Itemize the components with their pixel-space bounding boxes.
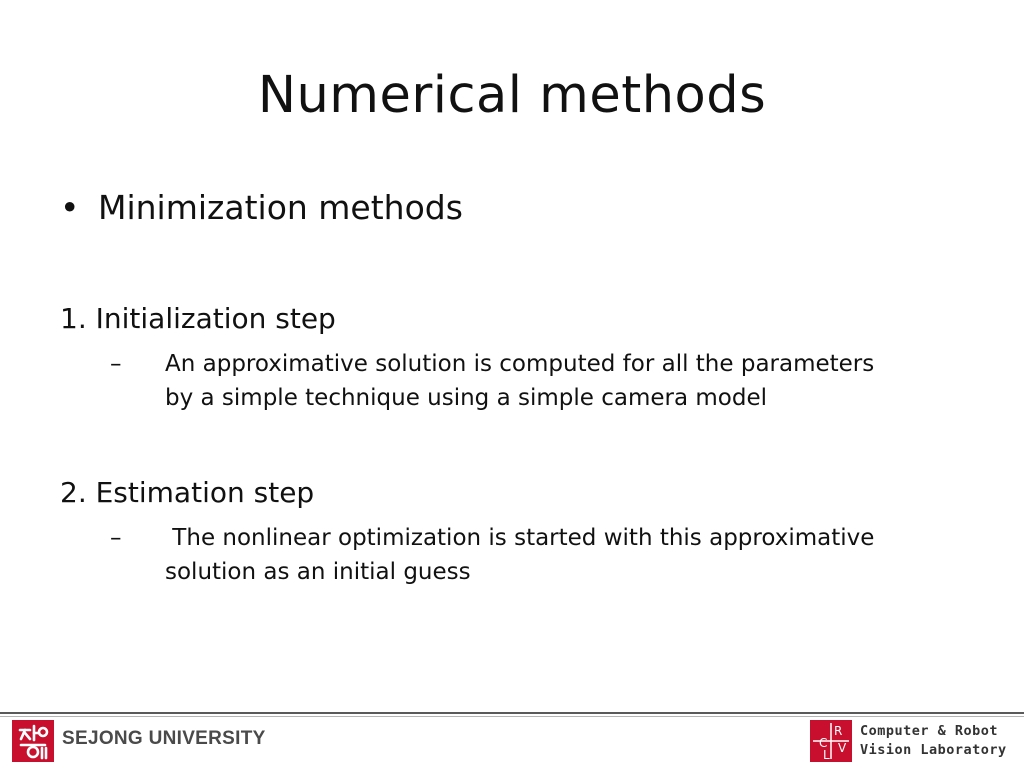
slide-title: Numerical methods [257,66,767,125]
footer-divider [0,712,1024,714]
step-2-heading: 2. Estimation step [60,476,315,509]
crvl-logo-letter: C [819,736,828,750]
footer-divider-thin [0,716,1024,717]
dash-marker: – [110,525,122,551]
sejong-university-logo-icon [12,720,54,762]
slide-footer [0,712,1024,768]
crvl-lab-logo-icon [810,720,852,762]
step-1-detail-line-2: by a simple technique using a simple camera model [165,385,767,411]
crvl-logo-letter: L [823,748,830,762]
crvl-logo-letter: V [838,741,847,755]
crvl-lab-name-line-2: Vision Laboratory [860,742,1007,758]
step-1-heading: 1. Initialization step [60,302,336,335]
dash-marker: – [110,351,122,377]
crvl-lab-wordmark [860,722,1007,760]
crvl-logo-letter: R [834,724,843,738]
step-2-detail-line-1: The nonlinear optimization is started with this approximative [165,525,875,551]
step-2-detail-line-2: solution as an initial guess [165,559,471,585]
bullet-symbol: • [60,188,80,227]
step-1-detail-line-1: An approximative solution is computed for all the parameters [165,351,875,377]
crvl-lab-name-line-1: Computer & Robot [860,723,999,739]
bullet-item [60,188,463,227]
bullet-text: Minimization methods [98,188,463,227]
sejong-university-wordmark: SEJONG UNIVERSITY [62,728,266,749]
